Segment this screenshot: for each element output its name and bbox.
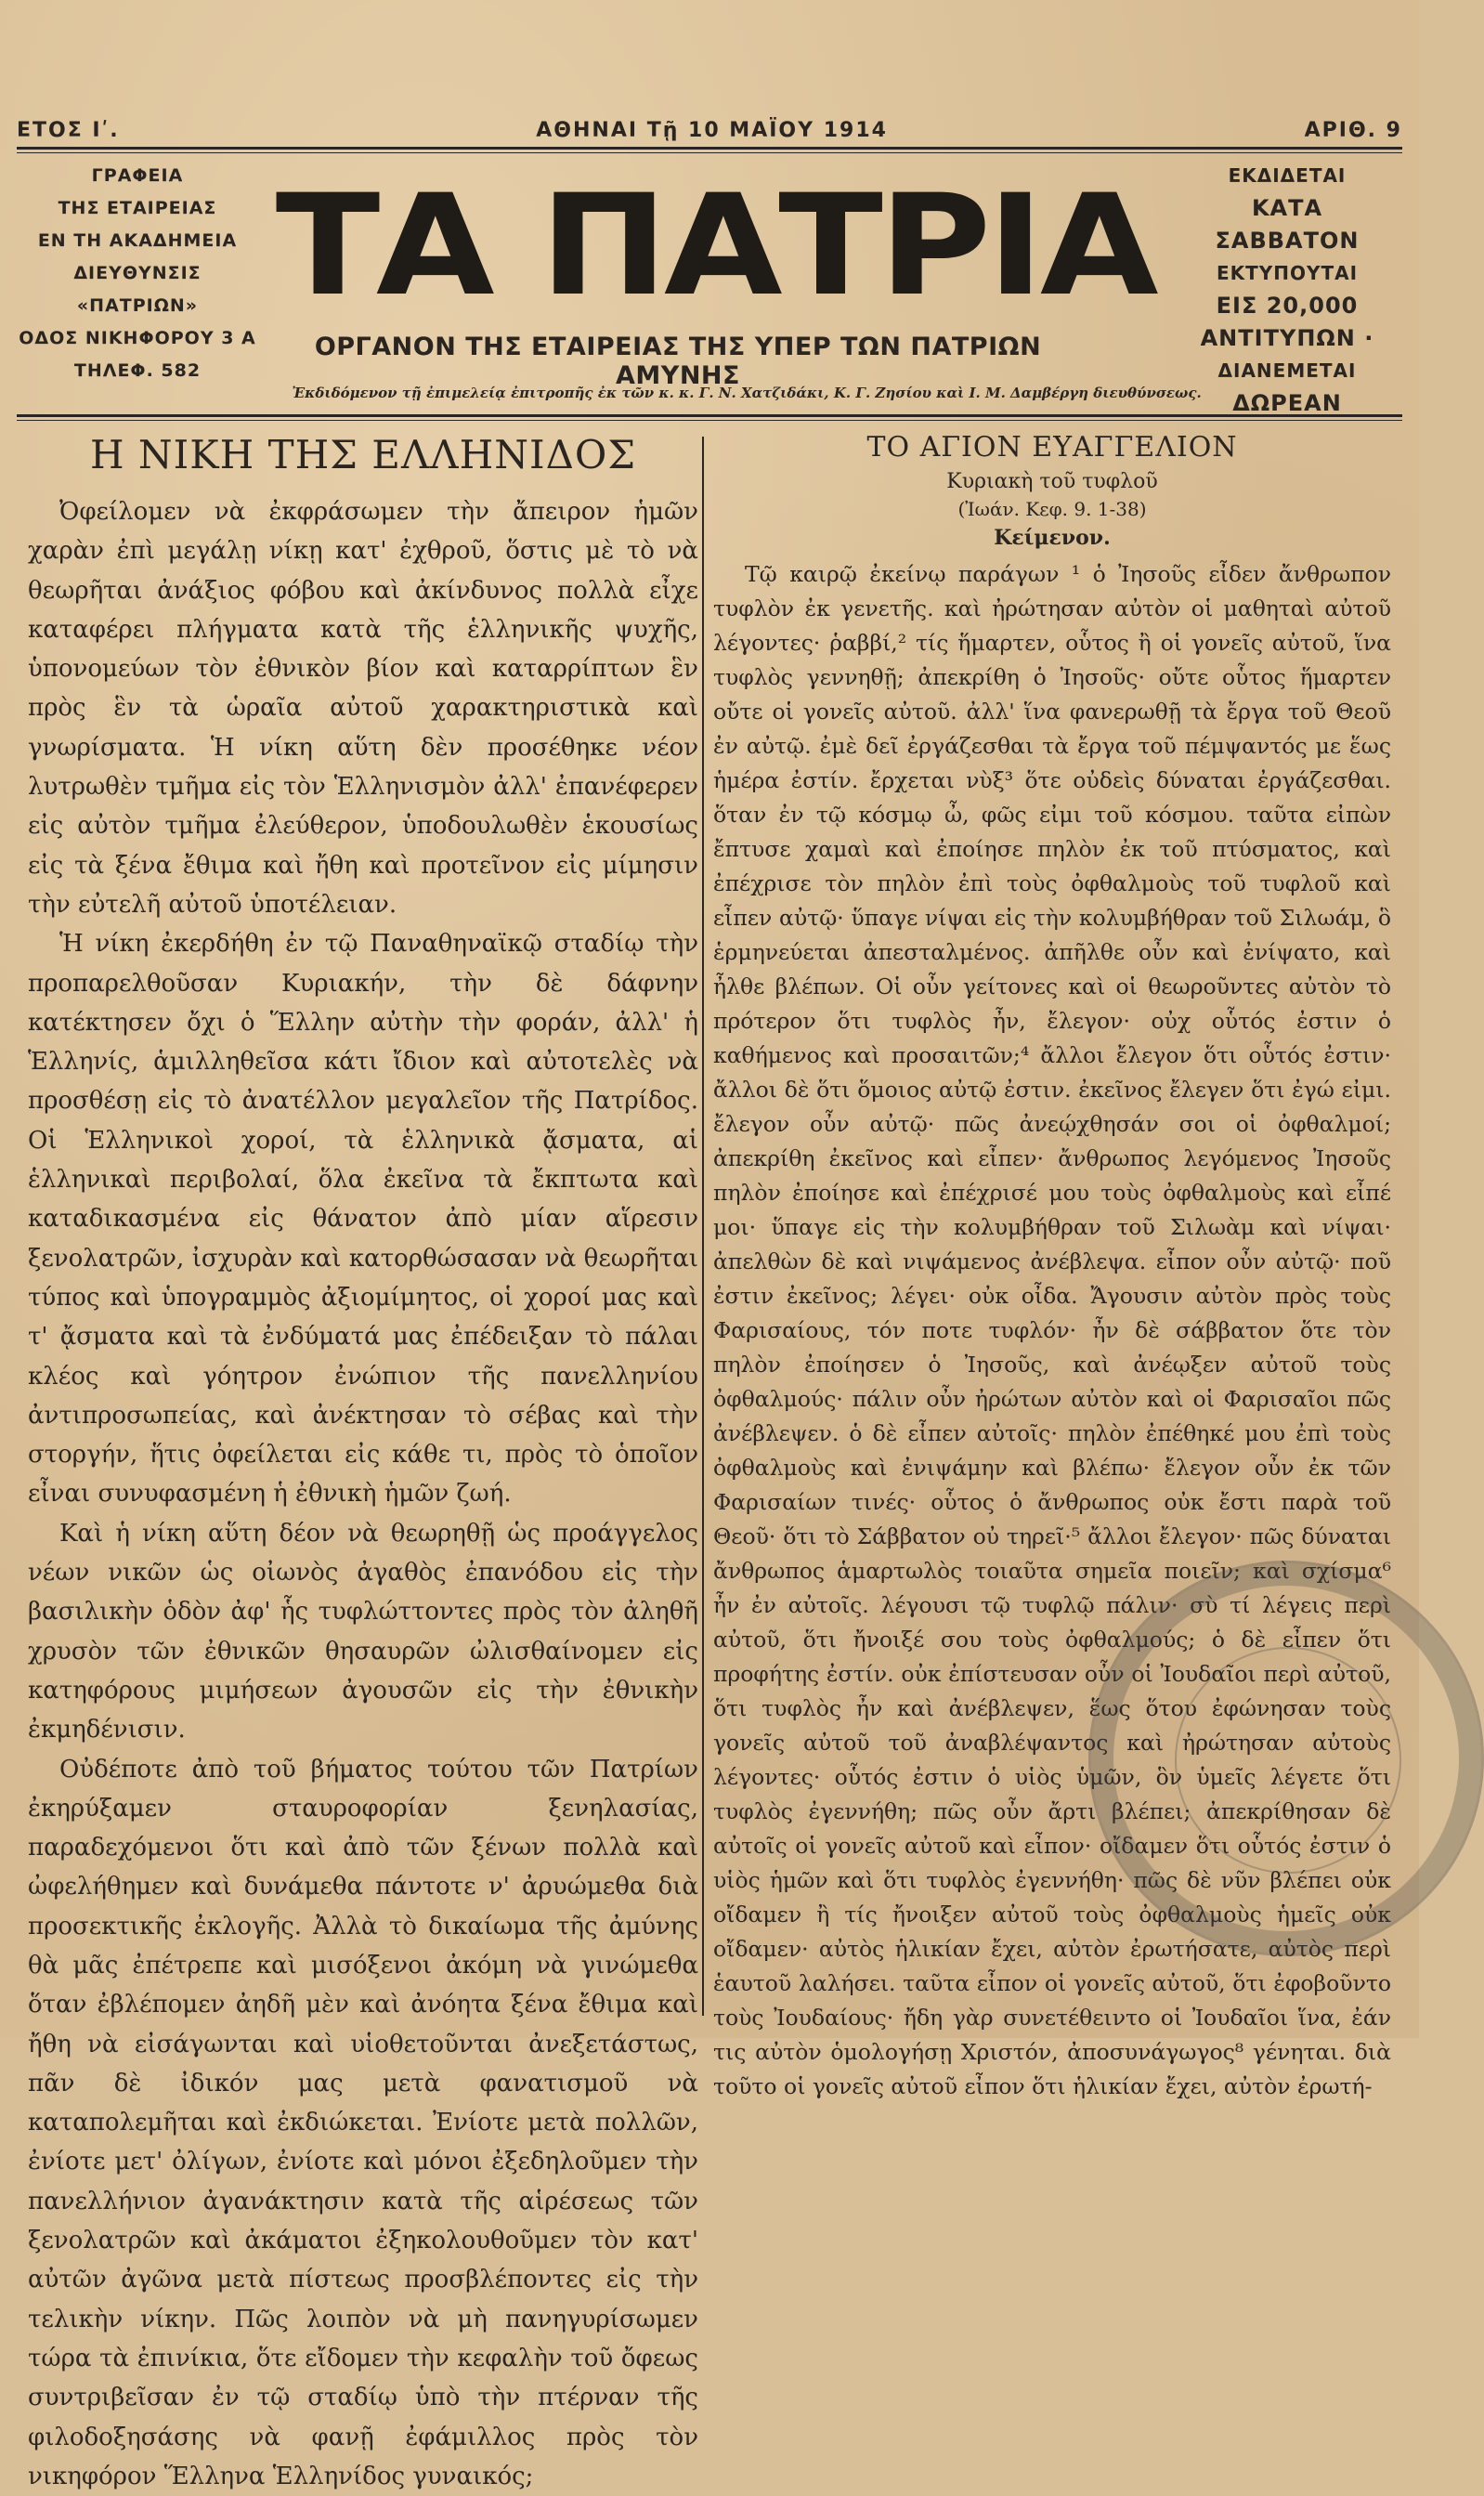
office-line: ΔΙΕΥΘΥΝΣΙΣ [17,257,258,290]
right-article-label: Κείμενον. [713,522,1391,554]
office-line: ΓΡΑΦΕΙΑ [17,160,258,192]
distribution-line: ΔΩΡΕΑΝ [1176,387,1399,420]
office-line: ΤΗΣ ΕΤΑΙΡΕΙΑΣ [17,192,258,225]
office-info [17,160,258,387]
issue-year: ΕΤΟΣ Ιʹ. [17,119,120,142]
column-divider [702,437,704,2016]
office-line: «ΠΑΤΡΙΩΝ» [17,290,258,322]
right-article [713,427,1391,2104]
office-line: ΕΝ ΤΗ ΑΚΑΔΗΜΕΙΑ [17,225,258,257]
left-article-title: Η ΝΙΚΗ ΤΗΣ ΕΛΛΗΝΙΔΟΣ [28,427,698,483]
distribution-line: ΑΝΤΙΤΥΠΩΝ · [1176,322,1399,355]
distribution-line: ΕΚΔΙΔΕΤΑΙ [1176,160,1399,192]
masthead-rule [17,414,1402,417]
left-article-paragraph: Καὶ ἡ νίκη αὕτη δέον νὰ θεωρηθῇ ὡς προάγγελος νέων νικῶν ὡς οἰωνὸς ἀγαθὸς ἐπανόδου εἰς τὴν βασιλικὴν ὁδὸν ἀφ' ἧς τυφλώττοντες πρὸς τὸν ἀληθῆ χρυσὸν τῶν ἐθνικῶν θησαυρῶν ὠλισθαίνομεν εἰς κατηφόρους μιμήσεων ἀγουσῶν εἰς τὴν ἐθνικὴν ἐκμηδένισιν. [28,1514,698,1750]
issue-line [17,119,1402,142]
distribution-line: ΚΑΤΑ ΣΑΒΒΑΤΟΝ [1176,192,1399,257]
masthead-title: ΤΑ ΠΑΤΡΙΑ [235,158,1195,334]
left-article-paragraph: Ἡ νίκη ἐκερδήθη ἐν τῷ Παναθηναϊκῷ σταδίῳ τὴν προπαρελθοῦσαν Κυριακήν, τὴν δὲ δάφνην κατέκτησεν ὄχι ὁ Ἕλλην αὐτὴν τὴν φοράν, ἀλλ' ἡ Ἑλληνίς, ἁμιλληθεῖσα κάτι ἴδιον καὶ αὐτοτελὲς νὰ προσθέσῃ εἰς τὸ ἀνατέλλον μεγαλεῖον τῆς Πατρίδος. Οἱ Ἑλληνικοὶ χοροί, τὰ ἑλληνικὰ ᾄσματα, αἱ ἑλληνικαὶ περιβολαί, ὅλα ἐκεῖνα τὰ ἔκπτωτα καὶ καταδικασμένα εἰς θάνατον ἀπὸ μίαν αἵρεσιν ξενολατρῶν, ἰσχυρὰν καὶ κατορθώσασαν νὰ θεωρῆται τύπος καὶ ὑπογραμμὸς ἀξιομίμητος, οἱ χοροί μας καὶ τ' ᾄσματα καὶ τὰ ἐνδύματά μας ἐπέδειξαν τὸ πάλαι κλέος καὶ γόητρον ἐνώπιον τῆς πανελληνίου ἀντιπροσωπείας, καὶ ἀνέκτησαν τὸ σέβας καὶ τὴν στοργήν, ἥτις ὀφείλεται εἰς κάθε τι, πρὸς τὸ ὁποῖον εἶναι συνυφασμένη ἡ ἐθνικὴ ἡμῶν ζωή. [28,924,698,1513]
left-article [28,427,698,2496]
right-article-title: ΤΟ ΑΓΙΟΝ ΕΥΑΓΓΕΛΙΟΝ [713,427,1391,468]
office-line: ΤΗΛΕΦ. 582 [17,355,258,387]
editorial-note: Ἐκδιδόμενον τῇ ἐπιμελείᾳ ἐπιτροπῆς ἐκ τῶν κ. κ. Γ. Ν. Χατζιδάκι, Κ. Γ. Ζησίου καὶ Ι. Μ. Δαμβέργη διευθύνσεως. [139,385,1354,401]
issue-number: ΑΡΙΘ. 9 [1305,119,1402,142]
masthead-rule-thin [17,420,1402,421]
issue-date: ΑΘΗΝΑΙ Τῇ 10 ΜΑΪΟΥ 1914 [536,119,888,142]
left-article-paragraph: Ὀφείλομεν νὰ ἐκφράσωμεν τὴν ἄπειρον ἡμῶν χαρὰν ἐπὶ μεγάλῃ νίκῃ κατ' ἐχθροῦ, ὅστις μὲ τὸ νὰ θεωρῆται ἀνάξιος φόβου καὶ ἀκίνδυνος πολλὰ εἶχε καταφέρει πλήγματα κατὰ τῆς ἑλληνικῆς ψυχῆς, ὑπονομεύων τὸν ἐθνικὸν βίον καὶ καταρρίπτων ἓν πρὸς ἓν τὰ ὡραῖα αὐτοῦ χαρακτηριστικὰ καὶ γνωρίσματα. Ἡ νίκη αὕτη δὲν προσέθηκε νέον λυτρωθὲν τμῆμα εἰς τὸν Ἑλληνισμὸν ἀλλ' ἐπανέφερεν εἰς αὐτὸν τμῆμα ἐλεύθερον, ὑποδουλωθὲν ἑκουσίως εἰς τὰ ξένα ἔθιμα καὶ ἤθη καὶ προτεῖνον εἰς μίμησιν τὴν εὐτελῆ αὐτοῦ ὑποτέλειαν. [28,492,698,924]
top-rule-thin [17,152,1402,153]
office-line: ΟΔΟΣ ΝΙΚΗΦΟΡΟΥ 3 Α [17,322,258,355]
distribution-line: ΕΚΤΥΠΟΥΤΑΙ [1176,257,1399,290]
top-rule [17,147,1402,150]
left-article-paragraph: Οὐδέποτε ἀπὸ τοῦ βήματος τούτου τῶν Πατρίων ἐκηρύξαμεν σταυροφορίαν ξενηλασίας, παραδεχόμενοι ὅτι καὶ ἀπὸ τῶν ξένων πολλὰ καὶ ὠφελήθημεν καὶ δυνάμεθα πάντοτε ν' ἀρυώμεθα διὰ προσεκτικῆς ἐκλογῆς. Ἀλλὰ τὸ δικαίωμα τῆς ἀμύνης θὰ μᾶς ἐπέτρεπε καὶ μισόξενοι ἀκόμη νὰ γινώμεθα ὅταν ἐβλέπομεν ἀηδῆ μὲν καὶ ἀνόητα ξένα ἔθιμα καὶ ἤθη νὰ εἰσάγωνται καὶ υἱοθετοῦνται ἀνεξετάστως, πᾶν δὲ ἰδικόν μας μετὰ φανατισμοῦ νὰ καταπολεμῆται καὶ ἐκδιώκεται. Ἐνίοτε μετὰ πολλῶν, ἐνίοτε μετ' ὀλίγων, ἐνίοτε καὶ μόνοι ἐξεδηλοῦμεν τὴν πανελλήνιον ἀγανάκτησιν κατὰ τῆς αἱρέσεως τῶν ξενολατρῶν καὶ ἀκάματοι ἐξηκολουθοῦμεν τὸν κατ' αὐτῶν ἀγῶνα μετὰ πίστεως προσβλέποντες εἰς τὴν τελικὴν νίκην. Πῶς λοιπὸν νὰ μὴ πανηγυρίσωμεν τώρα τὰ ἐπινίκια, ὅτε εἴδομεν τὴν κεφαλὴν τοῦ ὄφεως συντριβεῖσαν ἐν τῷ σταδίῳ ὑπὸ τὴν πτέρναν τῆς φιλοδοξησάσης νὰ φανῇ ἐφάμιλλος πρὸς τὸν νικηφόρον Ἕλληνα Ἑλληνίδος γυναικός; [28,1750,698,2496]
distribution-line: ΕΙΣ 20,000 [1176,290,1399,322]
distribution-info [1176,160,1399,420]
masthead-subtitle: ΟΡΓΑΝΟΝ ΤΗΣ ΕΤΑΙΡΕΙΑΣ ΤΗΣ ΥΠΕΡ ΤΩΝ ΠΑΤΡΙΩΝ ΑΜΥΝΗΣ [279,333,1077,390]
distribution-line: ΔΙΑΝΕΜΕΤΑΙ [1176,355,1399,387]
right-article-reference: (Ἰωάν. Κεφ. 9. 1-38) [713,496,1391,522]
right-article-subtitle: Κυριακὴ τοῦ τυφλοῦ [713,468,1391,496]
right-article-paragraph: Τῷ καιρῷ ἐκείνῳ παράγων ¹ ὁ Ἰησοῦς εἶδεν ἄνθρωπον τυφλὸν ἐκ γενετῆς. καὶ ἠρώτησαν αὐτὸν οἱ μαθηταὶ αὐτοῦ λέγοντες· ῥαββί,² τίς ἥμαρτεν, οὗτος ἢ οἱ γονεῖς αὐτοῦ, ἵνα τυφλὸς γεννηθῇ; ἀπεκρίθη ὁ Ἰησοῦς· οὔτε οὗτος ἥμαρτεν οὔτε οἱ γονεῖς αὐτοῦ. ἀλλ' ἵνα φανερωθῇ τὰ ἔργα τοῦ Θεοῦ ἐν αὐτῷ. ἐμὲ δεῖ ἐργάζεσθαι τὰ ἔργα τοῦ πέμψαντός με ἕως ἡμέρα ἐστίν. ἔρχεται νὺξ³ ὅτε οὐδεὶς δύναται ἐργάζεσθαι. ὅταν ἐν τῷ κόσμῳ ὦ, φῶς εἰμι τοῦ κόσμου. ταῦτα εἰπὼν ἔπτυσε χαμαὶ καὶ ἐποίησε πηλὸν ἐκ τοῦ πτύσματος, καὶ ἐπέχρισε τὸν πηλὸν ἐπὶ τοὺς ὀφθαλμοὺς τοῦ τυφλοῦ καὶ εἶπεν αὐτῷ· ὕπαγε νίψαι εἰς τὴν κολυμβήθραν τοῦ Σιλωάμ, ὃ ἑρμηνεύεται ἀπεσταλμένος. ἀπῆλθε οὖν καὶ ἐνίψατο, καὶ ἦλθε βλέπων. Οἱ οὖν γείτονες καὶ οἱ θεωροῦντες αὐτὸν τὸ πρότερον ὅτι τυφλὸς ἦν, ἔλεγον· οὐχ οὗτός ἐστιν ὁ καθήμενος καὶ προσαιτῶν;⁴ ἄλλοι ἔλεγον ὅτι οὗτός ἐστιν· ἄλλοι δὲ ὅτι ὅμοιος αὐτῷ ἐστιν. ἐκεῖνος ἔλεγεν ὅτι ἐγώ εἰμι. ἔλεγον οὖν αὐτῷ· πῶς ἀνεῴχθησάν σοι οἱ ὀφθαλμοί; ἀπεκρίθη ἐκεῖνος καὶ εἶπεν· ἄνθρωπος λεγόμενος Ἰησοῦς πηλὸν ἐποίησε καὶ ἐπέχρισέ μου τοὺς ὀφθαλμοὺς καὶ εἶπέ μοι· ὕπαγε εἰς τὴν κολυμβήθραν τοῦ Σιλωὰμ καὶ νίψαι· ἀπελθὼν δὲ καὶ νιψάμενος ἀνέβλεψα. εἶπον οὖν αὐτῷ· ποῦ ἐστιν ἐκεῖνος; λέγει· οὐκ οἶδα. Ἄγουσιν αὐτὸν πρὸς τοὺς Φαρισαίους, τόν ποτε τυφλόν· ἦν δὲ σάββατον ὅτε τὸν πηλὸν ἐποίησεν ὁ Ἰησοῦς, καὶ ἀνέῳξεν αὐτοῦ τοὺς ὀφθαλμούς· πάλιν οὖν ἠρώτων αὐτὸν καὶ οἱ Φαρισαῖοι πῶς ἀνέβλεψεν. ὁ δὲ εἶπεν αὐτοῖς· πηλὸν ἐπέθηκέ μου ἐπὶ τοὺς ὀφθαλμοὺς καὶ ἐνιψάμην καὶ βλέπω· ἔλεγον οὖν ἐκ τῶν Φαρισαίων τινές· οὗτος ὁ ἄνθρωπος οὐκ ἔστι παρὰ τοῦ Θεοῦ· ὅτι τὸ Σάββατον οὐ τηρεῖ·⁵ ἄλλοι ἔλεγον· πῶς δύναται ἄνθρωπος ἁμαρτωλὸς τοιαῦτα σημεῖα ποιεῖν; καὶ σχίσμα⁶ ἦν ἐν αὐτοῖς. λέγουσι τῷ τυφλῷ πάλιν· σὺ τί λέγεις περὶ αὐτοῦ, ὅτι ἤνοιξέ σου τοὺς ὀφθαλμούς; ὁ δὲ εἶπεν ὅτι προφήτης ἐστίν. οὐκ ἐπίστευσαν οὖν οἱ Ἰουδαῖοι περὶ αὐτοῦ, ὅτι τυφλὸς ἦν καὶ ἀνέβλεψεν, ἕως ὅτου ἐφώνησαν τοὺς γονεῖς αὐτοῦ τοῦ ἀναβλέψαντος καὶ ἠρώτησαν αὐτοὺς λέγοντες· οὗτός ἐστιν ὁ υἱὸς ὑμῶν, ὃν ὑμεῖς λέγετε ὅτι τυφλὸς ἐγεννήθη; πῶς οὖν ἄρτι βλέπει; ἀπεκρίθησαν δὲ αὐτοῖς οἱ γονεῖς αὐτοῦ καὶ εἶπον· οἴδαμεν ὅτι οὗτός ἐστιν ὁ υἱὸς ἡμῶν καὶ ὅτι τυφλὸς ἐγεννήθη· πῶς δὲ νῦν βλέπει οὐκ οἴδαμεν ἢ τίς ἤνοιξεν αὐτοῦ τοὺς ὀφθαλμοὺς ἡμεῖς οὐκ οἴδαμεν· αὐτὸς ἡλικίαν ἔχει, αὐτὸν ἐρωτήσατε, αὐτὸς περὶ ἑαυτοῦ λαλήσει. ταῦτα εἶπον οἱ γονεῖς αὐτοῦ, ὅτι ἐφοβοῦντο τοὺς Ἰουδαίους· ἤδη γὰρ συνετέθειντο οἱ Ἰουδαῖοι ἵνα, ἐάν τις αὐτὸν ὁμολογήσῃ Χριστόν, ἀποσυνάγωγος⁸ γένηται. διὰ τοῦτο οἱ γονεῖς αὐτοῦ εἶπον ὅτι ἡλικίαν ἔχει, αὐτὸν ἐρωτή- [713,557,1391,2104]
